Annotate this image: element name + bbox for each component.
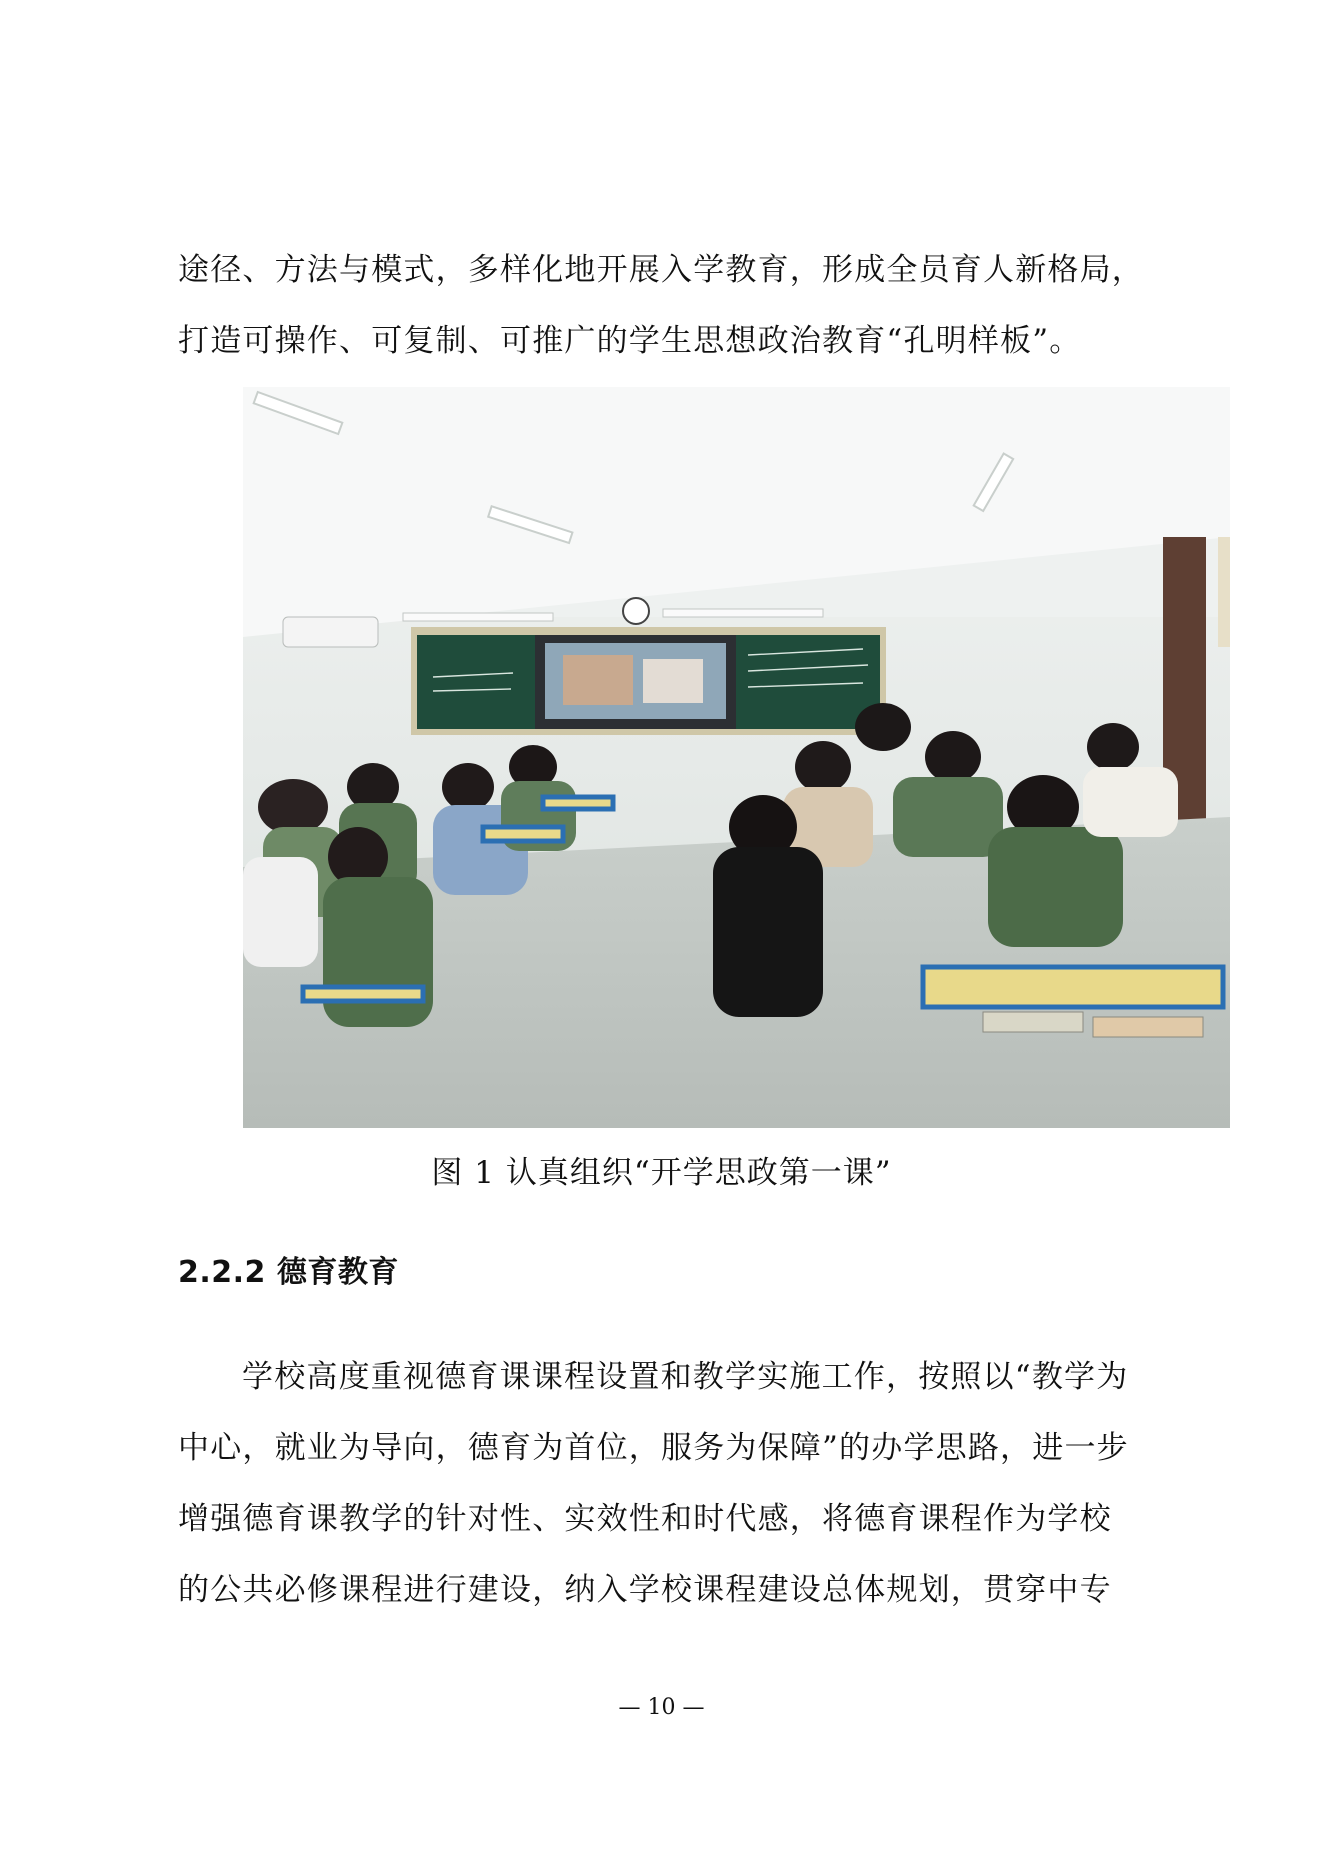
page-number: — 10 —	[618, 1695, 705, 1720]
section-heading: 2.2.2 德育教育	[178, 1255, 399, 1290]
text-line: 学校高度重视德育课课程设置和教学实施工作，按照以“教学为	[242, 1359, 1129, 1395]
classroom-photo	[243, 387, 1230, 1128]
text-line: 打造可操作、可复制、可推广的学生思想政治教育“孔明样板”。	[178, 323, 1082, 359]
figure-caption: 图 1 认真组织“开学思政第一课”	[431, 1155, 892, 1191]
text-line: 中心，就业为导向，德育为首位，服务为保障”的办学思路，进一步	[178, 1430, 1129, 1466]
body-paragraph	[178, 1342, 1160, 1626]
intro-paragraph	[178, 235, 1160, 377]
text-line: 增强德育课教学的针对性、实效性和时代感，将德育课程作为学校	[178, 1501, 1112, 1537]
text-line: 的公共必修课程进行建设，纳入学校课程建设总体规划，贯穿中专	[178, 1572, 1112, 1608]
text-line: 途径、方法与模式，多样化地开展入学教育，形成全员育人新格局，	[178, 252, 1144, 288]
